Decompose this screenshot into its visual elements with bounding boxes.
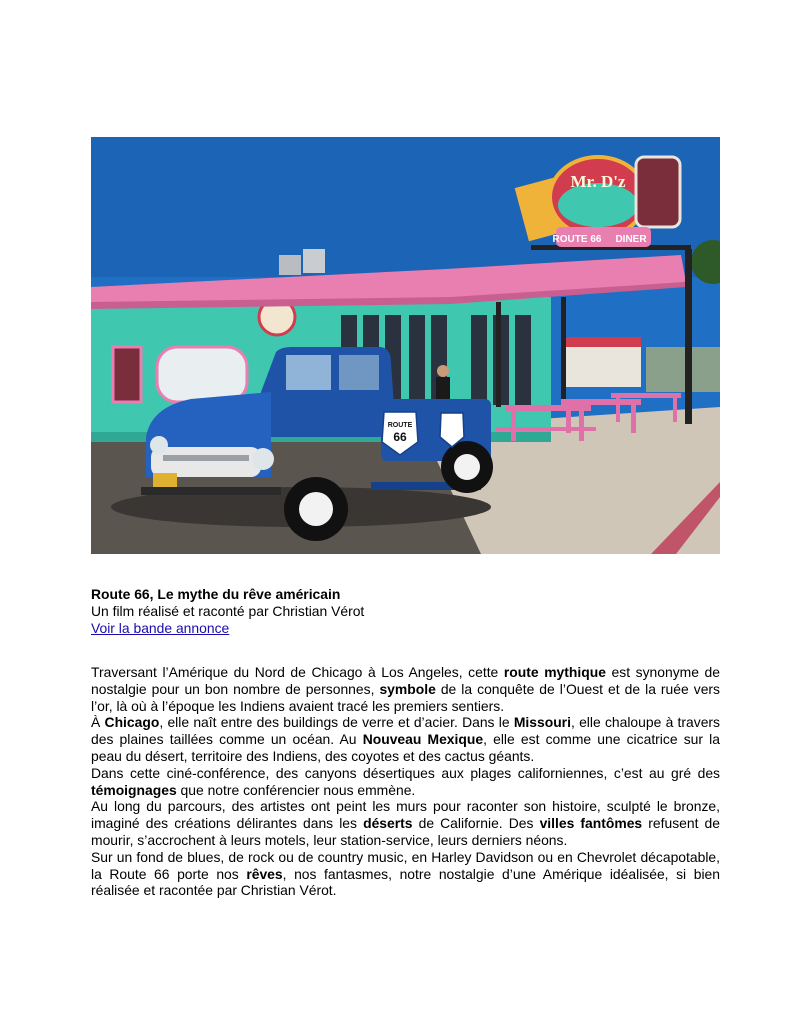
bold-text: Chicago [104, 714, 160, 731]
paragraph [91, 849, 720, 899]
trailer-link[interactable]: Voir la bande annonce [91, 619, 230, 636]
truck-badge-route: ROUTE [387, 422, 413, 429]
text-run: Au long du parcours, des artistes ont peint les murs pour raconter son histoire, sculpté le bronze, imaginé des créations délirantes dans les [91, 798, 720, 832]
bold-text: route mythique [503, 664, 606, 680]
film-heading [91, 586, 720, 636]
sign-brand: Mr. D'z [570, 172, 626, 191]
roof-vent [279, 255, 301, 275]
far-building-roof [561, 337, 641, 347]
bold-text: symbole [379, 680, 436, 697]
paragraph [91, 765, 720, 799]
diner-illustration [91, 137, 720, 554]
canopy-post [496, 302, 501, 407]
diner-photo [91, 137, 720, 554]
bold-text: rêves [246, 865, 283, 882]
bold-text: déserts [363, 815, 413, 832]
text-run: , elle est comme une cicatrice sur la peau du désert, territoire des Indiens, des coyotes et des cactus géants. [91, 731, 720, 764]
film-subtitle: Un film réalisé et raconté par Christian Vérot [91, 602, 365, 619]
window [409, 315, 425, 405]
window [113, 347, 141, 402]
text-run: de Californie. Des [412, 815, 540, 832]
sign-diner: DINER [615, 234, 647, 245]
bold-text: témoignages [91, 781, 177, 798]
text-run: À [91, 714, 105, 731]
bold-text: Missouri [513, 714, 571, 731]
bold-text: villes fantômes [539, 815, 643, 832]
text-run: Dans cette ciné-conférence, des canyons désertiques aux plages californiennes, c’est au gré des [91, 764, 720, 781]
description-body [91, 664, 720, 899]
text-run: refusent de mourir, s’accrochent à leurs motels, leur station-service, leurs derniers néons. [91, 815, 720, 848]
text-run: que notre conférencier nous emmène. [176, 781, 416, 798]
window [157, 347, 247, 402]
text-run: , elle naît entre des buildings de verre et d’acier. Dans le [159, 714, 514, 731]
paragraph [91, 714, 720, 764]
bold-text: Nouveau Mexique [362, 731, 484, 748]
canopy-post [685, 249, 692, 424]
text-run: , elle chaloupe à travers des plaines taillées comme un océan. Au [91, 714, 721, 748]
person-head [437, 365, 449, 377]
text-run: , nos fantasmes, notre nostalgie d’une Amérique idéalisée, si bien réalisée et racontée par Christian Vérot. [91, 865, 720, 899]
window [471, 315, 487, 405]
roof-vent [303, 249, 325, 273]
window [515, 315, 531, 405]
far-trees [646, 347, 720, 392]
text-run: de la conquête de l’Ouest et de la ruée vers l’or, là où à l’époque les Indiens avaient tracé les premiers sentiers. [91, 680, 720, 714]
text-run: est synonyme de nostalgie pour un bon nombre de personnes, [91, 664, 720, 697]
canopy-post [561, 297, 566, 407]
text-run: Traversant l’Amérique du Nord de Chicago à Los Angeles, cette [91, 664, 504, 680]
sign-route: ROUTE 66 [552, 234, 602, 245]
truck-badge-number: 66 [393, 430, 407, 444]
paragraph [91, 664, 720, 714]
paragraph [91, 798, 720, 848]
film-title: Route 66, Le mythe du rêve américain [91, 586, 341, 602]
text-run: Sur un fond de blues, de rock ou de country music, en Harley Davidson ou en Chevrolet décapotable, la Route 66 porte nos [91, 848, 720, 882]
